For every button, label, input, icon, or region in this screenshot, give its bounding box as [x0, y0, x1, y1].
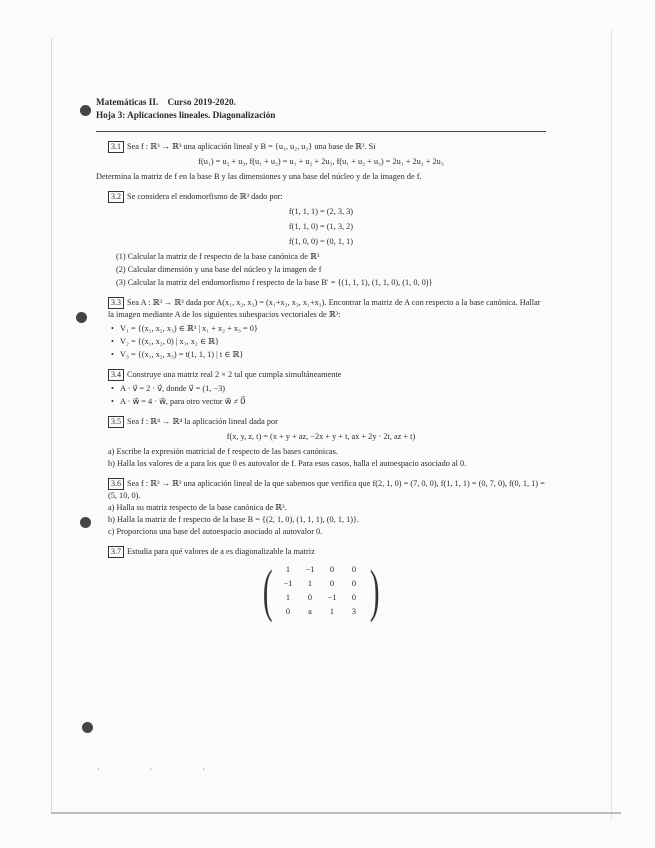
exercise-number: 3.7: [108, 546, 124, 558]
exercise-equation: f(x, y, z, t) = (x + y + az, −2x + y + t, ax + 2y · 2t, az + t): [226, 432, 416, 441]
exercise-text: Sea f : ℝ³ → ℝ³ una aplicación lineal y B = {u₁, u₂, u₃} una base de ℝ³. Si: [127, 142, 376, 151]
matrix-cell: 1: [285, 565, 291, 574]
exercise-3-5: [96, 416, 546, 470]
matrix-cell: 0: [329, 579, 335, 588]
right-paren: ): [369, 558, 380, 623]
punch-hole: [82, 722, 93, 733]
exercise-part-a: a) Escribe la expresión matricial de f respecto de las bases canónicas.: [108, 447, 338, 456]
header-sheet-title: Hoja 3: Aplicaciones lineales. Diagonalización: [96, 110, 276, 120]
document-body: [96, 96, 546, 623]
matrix-grid: [277, 564, 365, 618]
matrix-cell: 0: [351, 565, 357, 574]
exercise-text: Sea A : ℝ³ → ℝ³ dada por A(x₁, x₂, x₃) = (x₁+x₂, x₃, x₁+x₃). Encontrar la matriz de A con respecto a la base canónica. Hallar la imagen mediante A de los siguientes subespacios vectoriales de ℝ³:: [108, 298, 541, 319]
matrix-cell: 0: [351, 593, 357, 602]
matrix-cell: a: [308, 607, 312, 616]
matrix-cell: −1: [305, 565, 315, 574]
matrix-cell: 0: [307, 593, 313, 602]
equation-line: f(1, 1, 1) = (2, 3, 3): [288, 207, 354, 216]
exercise-3-3: [96, 297, 546, 361]
exercise-equation: f(u₁) = u₂ + u₃, f(u₁ + u₂) = u₁ + u₂ + 2u₃, f(u₁ + u₂ + u₃) = 2u₁ + 2u₂ + 2u₃: [198, 157, 444, 166]
list-item: (2) Calcular dimensión y una base del núcleo y la imagen de f: [116, 265, 322, 274]
exercise-part-c: c) Proporciona una base del autoespacio asociado al autovalor 0.: [108, 527, 323, 536]
punch-hole: [80, 105, 91, 116]
exercise-text: Construye una matriz real 2 × 2 tal que cumpla simultáneamente: [127, 370, 342, 379]
punch-hole: [80, 517, 91, 528]
exercise-text: Sea f : ℝ⁴ → ℝ⁴ la aplicación lineal dada por: [127, 417, 278, 426]
matrix-cell: 1: [285, 593, 291, 602]
exercise-number: 3.1: [108, 141, 124, 153]
matrix: [96, 558, 546, 623]
matrix-cell: 1: [329, 607, 335, 616]
list-item: • V₁ = {(x₁, x₂, x₃) ∈ ℝ³ | x₁ + x₂ + x₃ = 0}: [120, 323, 546, 335]
matrix-cell: −1: [283, 579, 293, 588]
exercise-3-7: [96, 546, 546, 623]
exercise-text: Sea f : ℝ³ → ℝ³ una aplicación lineal de la que sabemos que verifica que f(2, 1, 0) = (7, 0, 0), f(1, 1, 1) = (0, 7, 0), f(0, 1, 1) = (5, 10, 0).: [108, 479, 545, 500]
exercise-3-4: [96, 369, 546, 408]
exercise-text: Se considera el endomorfismo de ℝ³ dado por:: [127, 192, 283, 201]
list-item: (3) Calcular la matriz del endomorfismo f respecto de la base B′ = {(1, 1, 1), (1, 1, 0), (1, 0, 0)}: [116, 278, 433, 287]
list-item: • A · v⃗ = 2 · v⃗, donde v⃗ = (1, −3): [120, 383, 546, 395]
punch-hole: [76, 312, 87, 323]
exercise-number: 3.6: [108, 478, 124, 490]
list-item: (1) Calcular la matriz de f respecto de la base canónica de ℝ³: [116, 252, 320, 261]
matrix-cell: 0: [285, 607, 291, 616]
exercise-number: 3.4: [108, 369, 124, 381]
page-edge-right: [611, 30, 612, 820]
header-course: Matemáticas II. Curso 2019-2020.: [96, 97, 236, 107]
exercise-number: 3.3: [108, 297, 124, 309]
page-edge-left: [51, 38, 52, 813]
exercise-3-6: [96, 478, 546, 538]
equation-line: f(1, 1, 0) = (1, 3, 2): [288, 222, 354, 231]
header-rule: [96, 131, 546, 132]
exercise-number: 3.5: [108, 416, 124, 428]
matrix-cell: −1: [327, 593, 337, 602]
exercise-number: 3.2: [108, 191, 124, 203]
exercise-text: Determina la matriz de f en la base B y las dimensiones y una base del núcleo y de la imagen de f.: [96, 172, 422, 181]
matrix-cell: 3: [351, 607, 357, 616]
matrix-cell: 0: [351, 579, 357, 588]
exercise-3-1: [96, 141, 546, 183]
footer-marks: · · ·: [97, 765, 229, 774]
exercise-text: Estudia para qué valores de a es diagonalizable la matriz: [127, 547, 315, 556]
page-edge-bottom: [51, 812, 621, 814]
exercise-3-2: [96, 191, 546, 289]
exercise-part-b: b) Halla los valores de a para los que 0 es autovalor de f. Para esos casos, halla el autoespacio asociado al 0.: [108, 459, 467, 468]
exercise-part-b: b) Halla la matriz de f respecto de la base B = {(2, 1, 0), (1, 1, 1), (0, 1, 1)}.: [108, 515, 360, 524]
list-item: • V₃ = {(x₁, x₂, x₃) = t(1, 1, 1) | t ∈ ℝ}: [120, 349, 546, 361]
matrix-cell: 0: [329, 565, 335, 574]
list-item: • V₂ = {(x₁, x₂, 0) | x₁, x₂ ∈ ℝ}: [120, 336, 546, 348]
matrix-cell: 1: [307, 579, 313, 588]
equation-line: f(1, 0, 0) = (0, 1, 1): [288, 237, 354, 246]
exercise-part-a: a) Halla su matriz respecto de la base canónica de ℝ³.: [108, 503, 287, 512]
list-item: • A · w⃗ = 4 · w⃗, para otro vector w⃗ ≠ 0⃗: [120, 396, 546, 408]
left-paren: (: [262, 558, 273, 623]
